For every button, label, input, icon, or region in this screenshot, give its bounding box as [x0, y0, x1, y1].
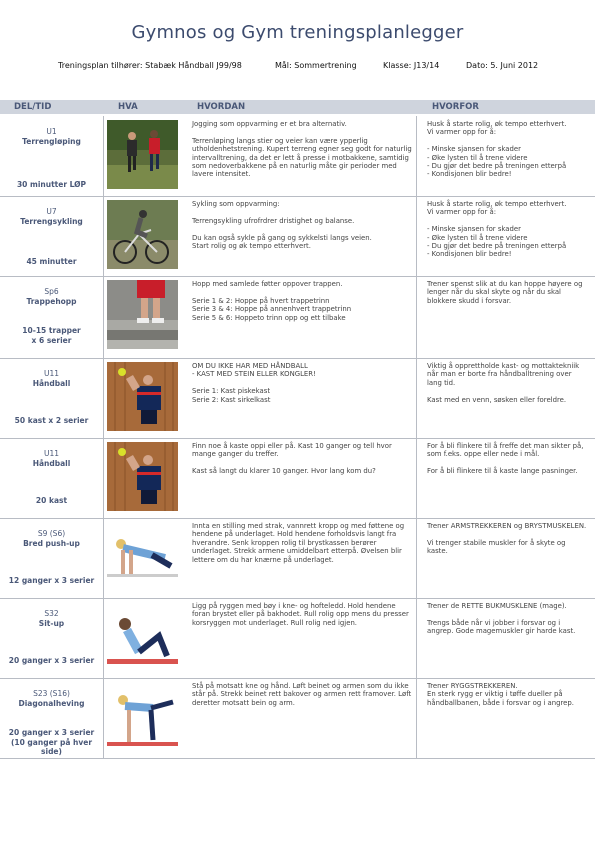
exercise-dose: 45 minutter [26, 257, 77, 266]
exercise-row [0, 116, 595, 197]
exercise-dose: 20 ganger x 3 serier [8, 656, 95, 665]
why-text: Viktig å opprettholde kast- og mottaktekniik når man er borte fra håndballtrening over lang tid. Kast med en venn, søsken eller foreldre. [427, 362, 580, 404]
column-divider [416, 276, 417, 358]
exercise-id-cell [0, 116, 103, 196]
how-text: Hopp med samlede føtter oppover trappen. Serie 1 & 2: Hoppe på hvert trappetrinn Serie 3 & 4: Hoppe på annenhvert trappetrinn Serie 5 & 6: Hoppeto trinn opp og ett tilbake [192, 280, 352, 322]
how-text: Stå på motsatt kne og hånd. Løft beinet og armen som du ikke står på. Strekk beinet rett bakover og armen rett framover. Løft deretter motsatt bein og arm. [192, 682, 412, 707]
exercise-name: Håndball [32, 379, 71, 388]
exercise-photo [107, 442, 178, 511]
why-text: Husk å starte rolig, øk tempo etterhvert. Vi varmer opp for å: - Minske sjansen for skader - Øke lysten til å trene videre - Du gjør det bedre på treningen etterpå - Kondisjonen blir bedre! [427, 200, 567, 259]
column-divider [416, 438, 417, 518]
plan-goal: Mål: Sommertrening [275, 61, 357, 70]
plan-owner: Treningsplan tilhører: Stabæk Håndball J99/98 [58, 61, 242, 70]
exercise-id-cell [0, 438, 103, 518]
why-text: Husk å starte rolig, øk tempo etterhvert. Vi varmer opp for å: - Minske sjansen for skader - Øke lysten til å trene videre - Du gjør det bedre på treningen etterpå - Kondisjonen blir bedre! [427, 120, 567, 179]
exercise-photo [107, 522, 178, 591]
exercise-name: Bred push-up [23, 539, 80, 548]
exercise-code: S9 (S6) [37, 529, 66, 538]
page-title: Gymnos og Gym treningsplanlegger [131, 22, 464, 43]
exercise-dose: 30 minutter LØP [16, 180, 87, 189]
why-text: Trener ARMSTREKKEREN og BRYSTMUSKELEN. Vi trenger stabile muskler for å skyte og kaste. [427, 522, 587, 556]
exercise-row [0, 196, 595, 277]
exercise-photo [107, 682, 178, 751]
column-divider [416, 116, 417, 196]
exercise-dose: 10-15 trapper x 6 serier [22, 326, 81, 345]
exercise-dose: 50 kast x 2 serier [14, 416, 89, 425]
exercise-name: Diagonalheving [18, 699, 85, 708]
exercise-code: U7 [46, 207, 57, 216]
plan-date: Dato: 5. Juni 2012 [466, 61, 539, 70]
exercise-photo [107, 280, 178, 349]
why-text: Trener de RETTE BUKMUSKLENE (mage). Trengs både når vi jobber i forsvar og i angrep. Gode magemuskler gir harde kast. [427, 602, 576, 636]
exercise-name: Håndball [32, 459, 71, 468]
exercise-id-cell [0, 358, 103, 438]
how-text: OM DU IKKE HAR MED HÅNDBALL - KAST MED STEIN ELLER KONGLER! Serie 1: Kast piskekast Serie 2: Kast sirkelkast [192, 362, 316, 404]
column-divider [416, 196, 417, 276]
exercise-id-cell [0, 518, 103, 598]
how-text: Innta en stilling med strak, vannrett kropp og med føttene og hendene på underlaget. Hold hendene forholdsvis langt fra hverandre. Senk kroppen rolig til brystkassen berører underlaget. Strekk armene umiddelbart etterpå. Øvelsen blir lettere om du har knærne på underlaget. [192, 522, 405, 564]
exercise-id-cell [0, 276, 103, 358]
column-divider [103, 678, 104, 758]
column-divider [103, 358, 104, 438]
exercise-code: Sp6 [44, 287, 59, 296]
exercise-row [0, 438, 595, 519]
exercise-id-cell [0, 598, 103, 678]
header-deltid: DEL/TID [14, 102, 52, 112]
exercise-id-cell [0, 678, 103, 758]
why-text: Trener RYGGSTREKKEREN. En sterk rygg er viktig i tøffe dueller på håndballbanen, både i forsvar og i angrep. [427, 682, 574, 707]
how-text: Finn noe å kaste oppi eller på. Kast 10 ganger og tell hvor mange ganger du treffer. Kast så langt du klarer 10 ganger. Hvor lang kom du? [192, 442, 392, 476]
plan-class: Klasse: J13/14 [383, 61, 440, 70]
exercise-photo [107, 362, 178, 431]
exercise-name: Terrengsykling [20, 217, 83, 226]
why-text: Trener spenst slik at du kan hoppe høyere og lenger når du skal skyte og når du skal blokkere skudd i forsvar. [427, 280, 583, 305]
exercise-dose: 20 ganger x 3 serier (10 ganger på hver side) [8, 728, 95, 756]
exercise-dose: 12 ganger x 3 serier [8, 576, 95, 585]
table-header [0, 100, 595, 114]
exercise-id-cell [0, 196, 103, 276]
header-hva: HVA [118, 102, 138, 112]
exercise-name: Sit-up [38, 619, 65, 628]
column-divider [103, 438, 104, 518]
exercise-code: U11 [43, 369, 60, 378]
exercise-photo [107, 120, 178, 189]
column-divider [416, 358, 417, 438]
exercise-code: S32 [44, 609, 59, 618]
column-divider [103, 196, 104, 276]
exercise-code: U1 [46, 127, 57, 136]
exercise-code: S23 (S16) [33, 689, 70, 698]
how-text: Jogging som oppvarming er et bra alternativ. Terrenløping langs stier og veier kan være ypperlig utholdenhetstrening. Kupert terreng egner seg godt for naturlig intervalltrening, da det er lett å presse i motbakkene, samtidig som nedoverbakkene på en naturlig måte gir perioder med lavere intensitet. [192, 120, 412, 179]
exercise-row [0, 276, 595, 359]
exercise-row [0, 598, 595, 679]
exercise-photo [107, 200, 178, 269]
exercise-row [0, 518, 595, 599]
how-text: Ligg på ryggen med bøy i kne- og hofteledd. Hold hendene foran brystet eller på bakhodet. Rull rolig opp mens du presser korsryggen mot underlaget. Rull rolig ned igjen. [192, 602, 409, 627]
header-hvordan: HVORDAN [197, 102, 246, 112]
why-text: For å bli flinkere til å freffe det man sikter på, som f.eks. oppe eller nede i mål. For å bli flinkere til å kaste lange pasninger. [427, 442, 584, 476]
column-divider [103, 598, 104, 678]
exercise-row [0, 678, 595, 759]
column-divider [416, 678, 417, 758]
header-hvorfor: HVORFOR [432, 102, 479, 112]
column-divider [416, 598, 417, 678]
column-divider [103, 518, 104, 598]
exercise-code: U11 [43, 449, 60, 458]
exercise-name: Trappehopp [26, 297, 77, 306]
exercise-photo [107, 602, 178, 671]
column-divider [103, 116, 104, 196]
how-text: Sykling som oppvarming: Terrengsykling ufrofrdrer dristighet og balanse. Du kan også sykle på gang og sykkelsti langs veien. Start rolig og øk tempo etterhvert. [192, 200, 372, 251]
column-divider [416, 518, 417, 598]
exercise-dose: 20 kast [35, 496, 68, 505]
exercise-name: Terrengløping [22, 137, 81, 146]
column-divider [103, 276, 104, 358]
exercise-row [0, 358, 595, 439]
